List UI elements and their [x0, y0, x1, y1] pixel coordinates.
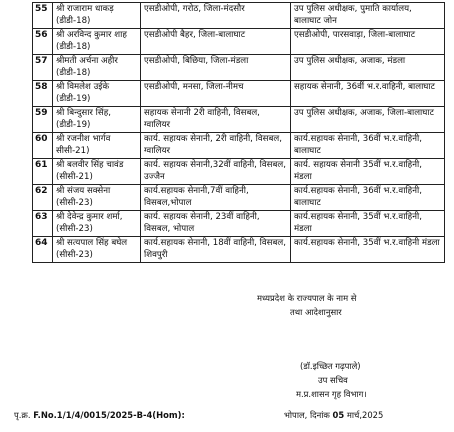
current-posting-cell: एसडीओपी, गरोठ, जिला-मंदसौर: [141, 3, 291, 29]
officer-name-cell: श्री बलवीर सिंह चावंड (सीसी-21): [53, 159, 141, 185]
endorsement-prefix: पृ.क्र.: [14, 410, 31, 420]
current-posting-cell: एसडीओपी, मनसा, जिला-नीमच: [141, 81, 291, 107]
current-posting-cell: एसडीओपी, बिछिया, जिला-मंडला: [141, 55, 291, 81]
officer-name-cell: श्री विमलेश उईके (डीडी-19): [53, 81, 141, 107]
table-row: [33, 237, 445, 263]
signatory-title: उप सचिव: [318, 375, 348, 385]
table-row: [33, 133, 445, 159]
serial-number-cell: 57: [33, 55, 53, 81]
new-posting-cell: कार्य.सहायक सेनानी, 36वीं भ.र.वाहिनी, बालाघाट: [291, 185, 445, 211]
new-posting-cell: कार्य.सहायक सेनानी, 35वीं भ.र.वाहिनी मंडला: [291, 237, 445, 263]
new-posting-cell: सहायक सेनानी, 36वीं भ.र.वाहिनी, बालाघाट: [291, 81, 445, 107]
serial-number-cell: 61: [33, 159, 53, 185]
current-posting-cell: कार्य. सहायक सेनानी, 2री वाहिनी, विसबल, ग्वालियर: [141, 133, 291, 159]
officer-name-cell: श्री अरविन्द कुमार शाह (डीडी-18): [53, 29, 141, 55]
new-posting-cell: कार्य.सहायक सेनानी, 35वीं भ.र.वाहिनी, मंडला: [291, 211, 445, 237]
officer-name-cell: श्री देवेन्द्र कुमार शर्मा, (सीसी-23): [53, 211, 141, 237]
table-row: [33, 159, 445, 185]
file-number: F.No.1/1/4/0015/2025-B-4(Hom):: [33, 410, 185, 420]
order-line-2: तथा आदेशानुसार: [290, 307, 342, 317]
table-row: [33, 55, 445, 81]
place-date: [284, 410, 383, 421]
officer-name-cell: श्री बिन्दुसार सिंह, (डीडी-19): [53, 107, 141, 133]
new-posting-cell: एसडीओपी, पारसवाड़ा, जिला-बालाघाट: [291, 29, 445, 55]
new-posting-cell: उप पुलिस अधीक्षक, अजाक, मंडला: [291, 55, 445, 81]
serial-number-cell: 64: [33, 237, 53, 263]
date-month-year: मार्च,2025: [346, 410, 384, 420]
officer-name-cell: श्री राजाराम धाकड़ (डीडी-18): [53, 3, 141, 29]
serial-number-cell: 58: [33, 81, 53, 107]
current-posting-cell: कार्य. सहायक सेनानी, 23वीं वाहिनी, विसबल, भोपाल: [141, 211, 291, 237]
current-posting-cell: कार्य.सहायक सेनानी,7वीं वाहिनी, विसबल,भोपाल: [141, 185, 291, 211]
transfer-table-body: [33, 3, 445, 263]
serial-number-cell: 62: [33, 185, 53, 211]
serial-number-cell: 59: [33, 107, 53, 133]
current-posting-cell: सहायक सेनानी 2री वाहिनी, विसबल, ग्वालियर: [141, 107, 291, 133]
signatory-department: म.प्र.शासन गृह विभाग।: [296, 389, 367, 399]
current-posting-cell: एसडीओपी बैहर, जिला-बालाघाट: [141, 29, 291, 55]
officer-name-cell: श्री संजय सक्सेना (सीसी-23): [53, 185, 141, 211]
endorsement-line: [14, 410, 185, 421]
date-day: 05: [332, 410, 345, 420]
new-posting-cell: कार्य.सहायक सेनानी, 36वीं भ.र.वाहिनी, बालाघाट: [291, 133, 445, 159]
serial-number-cell: 60: [33, 133, 53, 159]
table-row: [33, 185, 445, 211]
current-posting-cell: कार्य. सहायक सेनानी,32वीं वाहिनी, विसबल, उज्जैन: [141, 159, 291, 185]
serial-number-cell: 56: [33, 29, 53, 55]
new-posting-cell: उप पुलिस अधीक्षक, अजाक, जिला-बालाघाट: [291, 107, 445, 133]
signatory-name: (डॉ.इच्छित गढ़पाले): [300, 361, 361, 371]
place-date-prefix: भोपाल, दिनांक: [284, 410, 330, 420]
table-row: [33, 3, 445, 29]
officer-name-cell: श्रीमती अर्चना अहीर (डीडी-18): [53, 55, 141, 81]
table-row: [33, 29, 445, 55]
new-posting-cell: कार्य. सहायक सेनानी 35वीं भ.र.वाहिनी, मंडला: [291, 159, 445, 185]
table-row: [33, 211, 445, 237]
serial-number-cell: 63: [33, 211, 53, 237]
new-posting-cell: उप पुलिस अधीक्षक, पुमाति कार्यालय, बालाघाट जोन: [291, 3, 445, 29]
current-posting-cell: कार्य.सहायक सेनानी, 18वीं वाहिनी, विसबल, शिवपुरी: [141, 237, 291, 263]
serial-number-cell: 55: [33, 3, 53, 29]
officer-name-cell: श्री रजनीश भार्गव सीसी-21): [53, 133, 141, 159]
officer-name-cell: श्री सत्यपाल सिंह बघेल (सीसी-23): [53, 237, 141, 263]
table-row: [33, 107, 445, 133]
table-row: [33, 81, 445, 107]
transfer-table: [32, 2, 445, 263]
order-line-1: मध्यप्रदेश के राज्यपाल के नाम से: [257, 293, 357, 303]
